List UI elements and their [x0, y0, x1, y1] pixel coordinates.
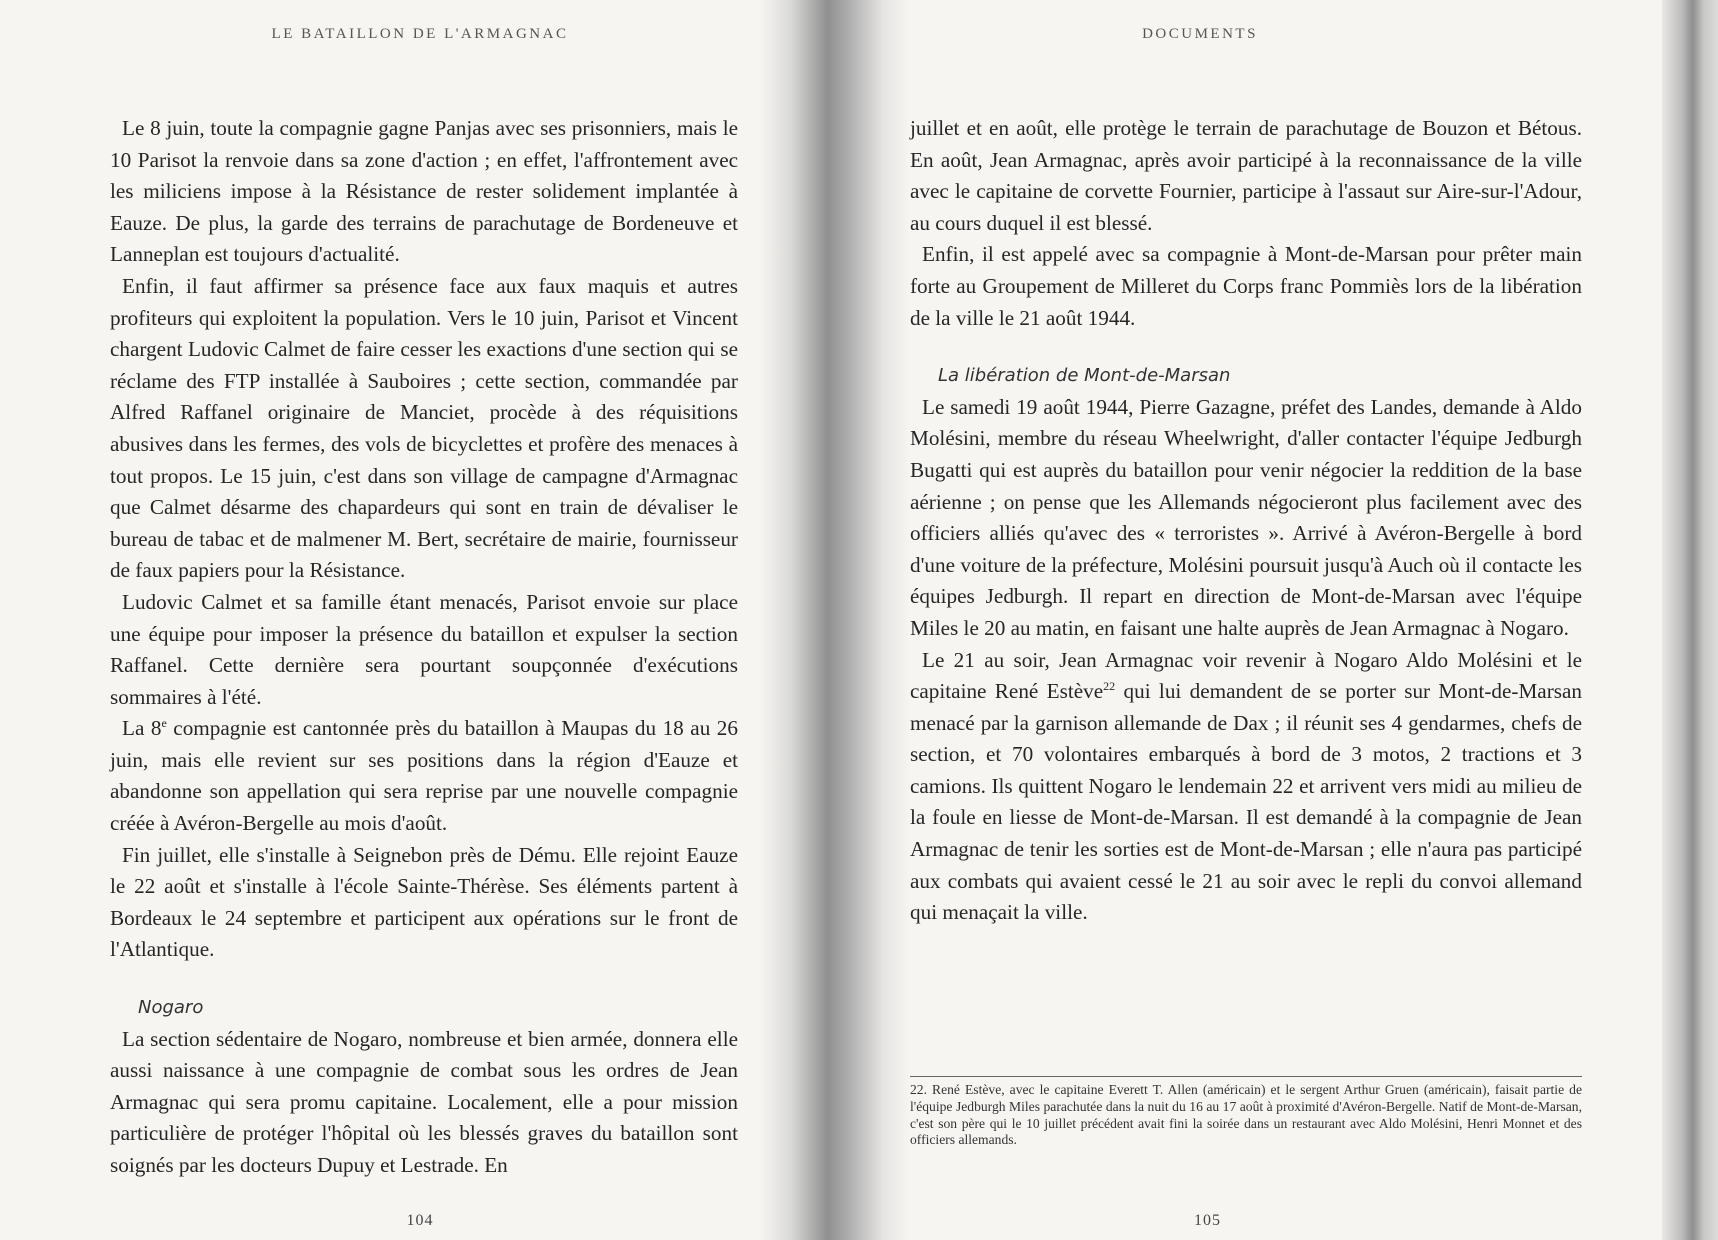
paragraph: juillet et en août, elle protège le terrain de parachutage de Bouzon et Bétous. En août, Jean Armagnac, après avoir participé à la reconnaissance de la ville avec le capitaine de corvette Fournier, participe à l'assaut sur Aire-sur-l'Adour, au cours duquel il est blessé.: [910, 116, 1582, 235]
paragraph-text: La 8: [122, 716, 162, 741]
right-page-body: [910, 113, 1582, 929]
footnote-divider: [910, 1076, 1582, 1077]
page-number-right: 105: [1194, 1212, 1221, 1229]
paragraph: Enfin, il faut affirmer sa présence face aux faux maquis et autres profiteurs qui exploitent la population. Vers le 10 juin, Parisot et Vincent chargent Ludovic Calmet de faire cesser les exactions d'une section qui se réclame des FTP installée à Sauboires ; cette section, commandée par Alfred Raffanel originaire de Manciet, procède à des réquisitions abusives dans les fermes, des vols de bicyclettes et profère des menaces à tout propos. Le 15 juin, c'est dans son village de campagne d'Armagnac que Calmet désarme des chapardeurs qui sont en train de dévaliser le bureau de tabac et de malmener M. Bert, secrétaire de mairie, fournisseur de faux papiers pour la Résistance.: [110, 273, 738, 583]
page-edge-shadow: [1662, 0, 1718, 1240]
running-head-right: DOCUMENTS: [1142, 26, 1258, 42]
paragraph: Ludovic Calmet et sa famille étant menacés, Parisot envoie sur place une équipe pour imposer la présence du bataillon et expulser la section Raffanel. Cette dernière sera pourtant soupçonnée d'exécutions sommaires à l'été.: [110, 589, 738, 709]
paragraph: La section sédentaire de Nogaro, nombreuse et bien armée, donnera elle aussi naissance à une compagnie de combat sous les ordres de Jean Armagnac qui sera promu capitaine. Localement, elle a pour mission particulière de protéger l'hôpital où les blessés graves du bataillon sont soignés par les docteurs Dupuy et Lestrade. En: [110, 1026, 738, 1177]
page-number-left: 104: [406, 1212, 434, 1229]
paragraph: Le samedi 19 août 1944, Pierre Gazagne, préfet des Landes, demande à Aldo Molésini, membre du réseau Wheelwright, d'aller contacter l'équipe Jedburgh Bugatti qui est auprès du bataillon pour venir négocier la reddition de la base aérienne ; on pense que les Allemands négocieront plus facilement avec des officiers alliés qu'avec des « terroristes ». Arrivé à Avéron-Bergelle à bord d'une voiture de la préfecture, Molésini poursuit jusqu'à Auch où il contacte les équipes Jedburgh. Il repart en direction de Mont-de-Marsan avec l'équipe Miles le 20 au matin, en faisant une halte auprès de Jean Armagnac à Nogaro.: [910, 394, 1582, 640]
paragraph-text: qui lui demandent de se porter sur Mont-de-Marsan menacé par la garnison allemande de Dax ; il réunit ses 4 gendarmes, chefs de section, et 70 volontaires embarqués à bord de 3 motos, 2 tractions et 3 camions. Ils quittent Nogaro le lendemain 22 et arrivent vers midi au milieu de la foule en liesse de Mont-de-Marsan. Il est demandé à la compagnie de Jean Armagnac de tenir les sorties est de Mont-de-Marsan ; elle n'aura pas participé aux combats qui avaient cessé le 21 au soir avec le repli du convoi allemand qui menaçait la ville.: [910, 679, 1582, 925]
paragraph: Enfin, il est appelé avec sa compagnie à Mont-de-Marsan pour prêter main forte au Groupement de Milleret du Corps franc Pommiès lors de la libération de la ville le 21 août 1944.: [910, 242, 1582, 330]
section-subheading: La libération de Mont-de-Marsan: [938, 365, 1231, 387]
paragraph: Fin juillet, elle s'installe à Seignebon près de Dému. Elle rejoint Eauze le 22 août et s'installe à l'école Sainte-Thérèse. Ses éléments partent à Bordeaux le 24 septembre et participent aux opérations sur le front de l'Atlantique.: [110, 842, 738, 962]
paragraph: Le 8 juin, toute la compagnie gagne Panjas avec ses prisonniers, mais le 10 Parisot la renvoie dans sa zone d'action ; en effet, l'affrontement avec les miliciens impose à la Résistance de rester solidement implantée à Eauze. De plus, la garde des terrains de parachutage de Bordeneuve et Lanneplan est toujours d'actualité.: [110, 116, 738, 267]
paragraph: [110, 713, 738, 839]
superscript: e: [161, 716, 167, 731]
paragraph-text: compagnie est cantonnée près du bataillon à Maupas du 18 au 26 juin, mais elle revient sur ses positions dans la région d'Eauze et abandonne son appellation qui sera reprise par une nouvelle compagnie créée à Avéron-Bergelle au mois d'août.: [110, 716, 738, 836]
footnote-reference: 22: [1103, 679, 1116, 694]
running-head-left: LE BATAILLON DE L'ARMAGNAC: [271, 26, 569, 42]
left-page-body: [110, 113, 738, 1182]
paragraph: [910, 645, 1582, 929]
right-page: [790, 0, 1690, 1240]
book-gutter-shadow: [760, 0, 910, 1240]
left-page: [0, 0, 790, 1240]
paragraph-text: Le 21 au soir, Jean Armagnac voir revenir à Nogaro Aldo Molésini et le capitaine René Estève: [910, 647, 1582, 704]
section-subheading: Nogaro: [138, 997, 204, 1019]
footnote: 22. René Estève, avec le capitaine Everett T. Allen (américain) et le sergent Arthur Gruen (américain), faisait partie de l'équipe Jedburgh Miles parachutée dans la nuit du 16 au 17 août à proximité d'Avéron-Bergelle. Natif de Mont-de-Marsan, c'est son père qui le 10 juillet précédent avait fini la soirée dans un restaurant avec Aldo Molésini, Henri Monnet et des officiers allemands.: [910, 1082, 1582, 1148]
